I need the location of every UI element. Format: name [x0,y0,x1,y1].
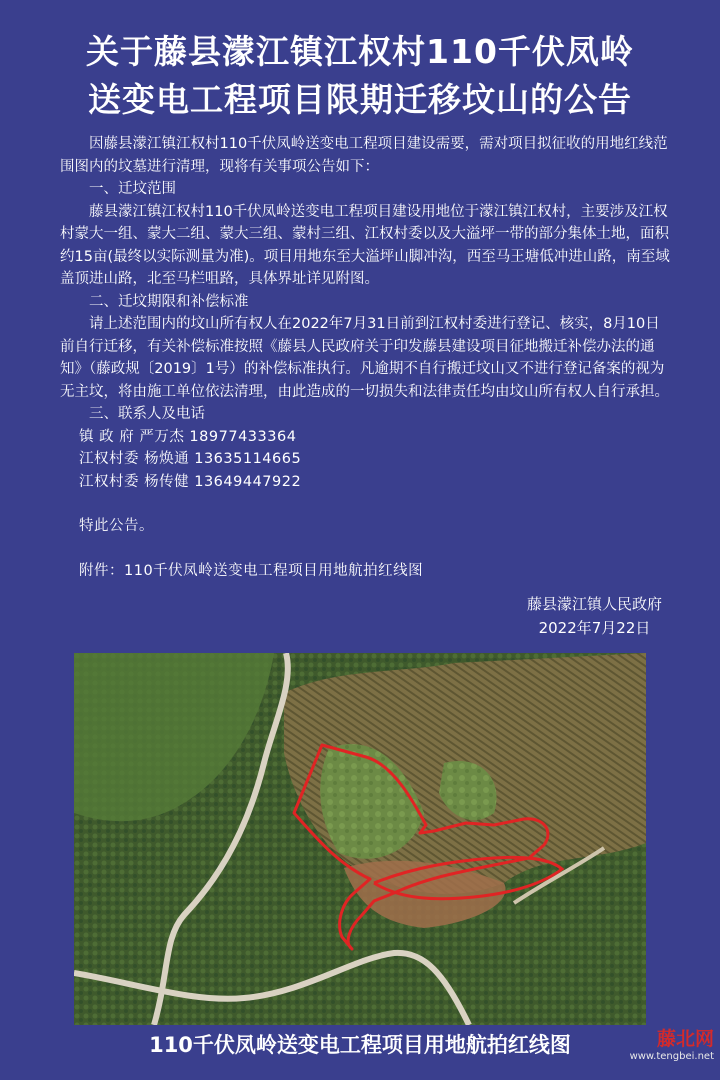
section-3-heading: 三、联系人及电话 [89,406,205,422]
notice-title [0,28,720,124]
contact-line: 镇 政 府 严万杰 18977433364 [79,428,297,445]
watermark [630,1028,714,1064]
section-1-heading: 一、迁坟范围 [89,181,176,197]
signature-block [527,592,662,640]
issuing-organization: 藤县濛江镇人民政府 [526,595,662,613]
aerial-photo [74,653,646,1025]
contact-line: 江权村委 杨传健 13649447922 [79,473,302,490]
watermark-url: www.tengbei.net [629,1051,714,1062]
aerial-photo-image [74,653,646,1025]
section-1-paragraph: 藤县濛江镇江权村110千伏凤岭送变电工程项目建设用地位于濛江镇江权村，主要涉及江权村蒙大一组、蒙大二组、蒙大三组、蒙村三组、江权村委以及大溢坪一带的部分集体土地，面积约15亩(最终以实际测量为准)。项目用地东至大溢坪山脚冲沟，西至马王塘低冲进山路，南至域盖顶进山路，北至马栏咀路，具体界址详见附图。 [60,203,670,287]
notice-body [60,133,672,582]
watermark-brand: 藤北网 [656,1028,714,1050]
intro-paragraph: 因藤县濛江镇江权村110千伏凤岭送变电工程项目建设需要，需对项目拟征收的用地红线范围图内的坟墓进行清理，现将有关事项公告如下： [60,136,668,175]
contact-line: 江权村委 杨焕通 13635114665 [79,451,302,467]
closing-line: 特此公告。 [79,518,154,534]
attachment-line: 附件：110千伏凤岭送变电工程项目用地航拍红线图 [79,562,424,579]
notice-title-line-1: 关于藤县濛江镇江权村110千伏凤岭 [86,32,634,71]
photo-caption: 110千伏凤岭送变电工程项目用地航拍红线图 [149,1033,571,1057]
section-2-heading: 二、迁坟期限和补偿标准 [89,293,249,310]
notice-title-line-2: 送变电工程项目限期迁移坟山的公告 [88,80,632,119]
section-2-paragraph: 请上述范围内的坟山所有权人在2022年7月31日前到江权村委进行登记、核实，8月10日前自行迁移，有关补偿标准按照《藤县人民政府关于印发藤县建设项目征地搬迁补偿办法的通知》（藤政规〔2019〕1号）的补偿标准执行。凡逾期不自行搬迁坟山又不进行登记备案的视为无主坟，将由施工单位依法清理，由此造成的一切损失和法律责任均由坟山所有权人自行承担。 [60,316,669,400]
issue-date: 2022年7月22日 [538,619,651,637]
